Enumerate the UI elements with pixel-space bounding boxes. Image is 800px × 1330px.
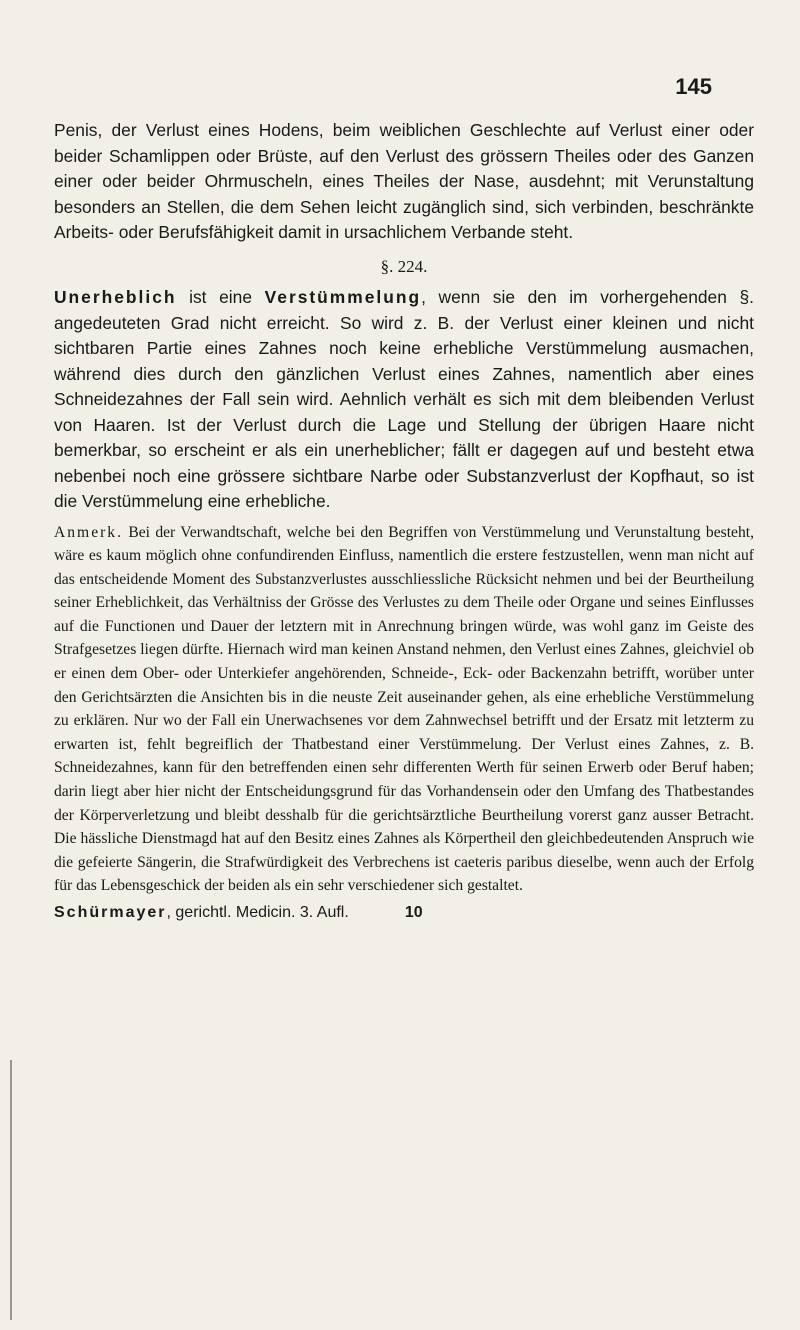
- page-edge-line: [10, 1060, 12, 1320]
- footer-work: , gerichtl. Medicin. 3. Aufl.: [166, 904, 349, 921]
- page-body: [54, 118, 754, 926]
- signature-mark: 10: [404, 904, 423, 921]
- main-text-2: , wenn sie den im vorhergehenden §. angedeuteten Grad nicht erreicht. So wird z. B. der Verlust einer kleinen und nicht sichtbaren Partie eines Zahnes noch keine erhebliche Verstümmelung ausmachen, während dies durch den gänzlichen Verlust eines Zahnes, namentlich aber eines Schneidezahnes der Fall sein wird. Aehnlich verhält es sich mit dem bleibenden Verlust von Haaren. Ist der Verlust durch die Lage und Stellung der übrigen Haare nicht bemerkbar, so erscheint er als ein unerheblicher; fällt er dagegen auf und besteht etwa nebenbei noch eine grössere sichtbare Narbe oder Substanzverlust der Kopfhaut, so ist die Verstümmelung eine erhebliche.: [54, 287, 755, 511]
- main-paragraph: [54, 285, 754, 515]
- section-heading: §. 224.: [380, 256, 428, 276]
- continuation-paragraph: Penis, der Verlust eines Hodens, beim weiblichen Geschlechte auf Verlust einer oder beider Schamlippen oder Brüste, auf den Verlust des grössern Theiles oder des Ganzen einer oder beider Ohrmuscheln, eines Theiles der Nase, ausdehnt; mit Verunstaltung besonders an Stellen, die dem Sehen leicht zugänglich sind, sich verbinden, beschränkte Arbeits- oder Berufsfähigkeit damit in ursachlichem Verbande steht.: [54, 120, 754, 242]
- page-number: 145: [675, 74, 712, 99]
- footer-author: Schürmayer: [54, 904, 167, 921]
- main-text-1: ist eine: [176, 287, 265, 307]
- annotation-paragraph: [54, 521, 754, 899]
- key-term: Verstümmelung: [264, 287, 422, 307]
- footer-line: [54, 900, 754, 926]
- lead-term: Unerheblich: [54, 287, 177, 307]
- annotation-text: Bei der Verwandtschaft, welche bei den Begriffen von Verstümmelung und Verunstaltung besteht, wäre es kaum möglich ohne confundirenden Einfluss, namentlich die erstere festzustellen, wenn man nicht auf das entscheidende Moment des Substanzverlustes ausschliessliche Rücksicht nehmen und bei der Beurtheilung seiner Erheblichkeit, das Verhältniss der Grösse des Verlustes zu dem Theile oder Organe und seines Einflusses auf die Functionen und Dauer der letztern mit in Anrechnung bringen würde, was wohl ganz im Geiste des Strafgesetzes liegen dürfte. Hiernach wird man keinen Anstand nehmen, den Verlust eines Zahnes, gleichviel ob er einen dem Ober- oder Unterkiefer angehörenden, Schneide-, Eck- oder Backenzahn betrifft, worüber unter den Gerichtsärzten die Ansichten bis in die neuste Zeit auseinander gehen, als eine erhebliche Verstümmelung zu erklären. Nur wo der Fall ein Unerwachsenes vor dem Zahnwechsel betrifft und der Ersatz mit letzterm zu erwarten ist, fehlt begreiflich der Thatbestand einer Verstümmelung. Der Verlust eines Zahnes, z. B. Schneidezahnes, kann für den betreffenden einen sehr differenten Werth für seinen Erwerb oder Beruf haben; darin liegt aber hier nicht der Entscheidungsgrund für das Vorhandensein oder den Umfang des Thatbestandes der Körperverletzung und bleibt desshalb für die gerichtsärztliche Beurtheilung vorerst ganz ausser Betracht. Die hässliche Dienstmagd hat auf den Besitz eines Zahnes als Körpertheil den gleichbedeutenden Anspruch wie die gefeierte Sängerin, die Strafwürdigkeit des Verbrechens ist caeteris paribus dieselbe, wenn auch der Erfolg für das Lebensgeschick der beiden als ein sehr verschiedener sich gestaltet.: [54, 523, 754, 895]
- annotation-label: Anmerk.: [54, 523, 123, 541]
